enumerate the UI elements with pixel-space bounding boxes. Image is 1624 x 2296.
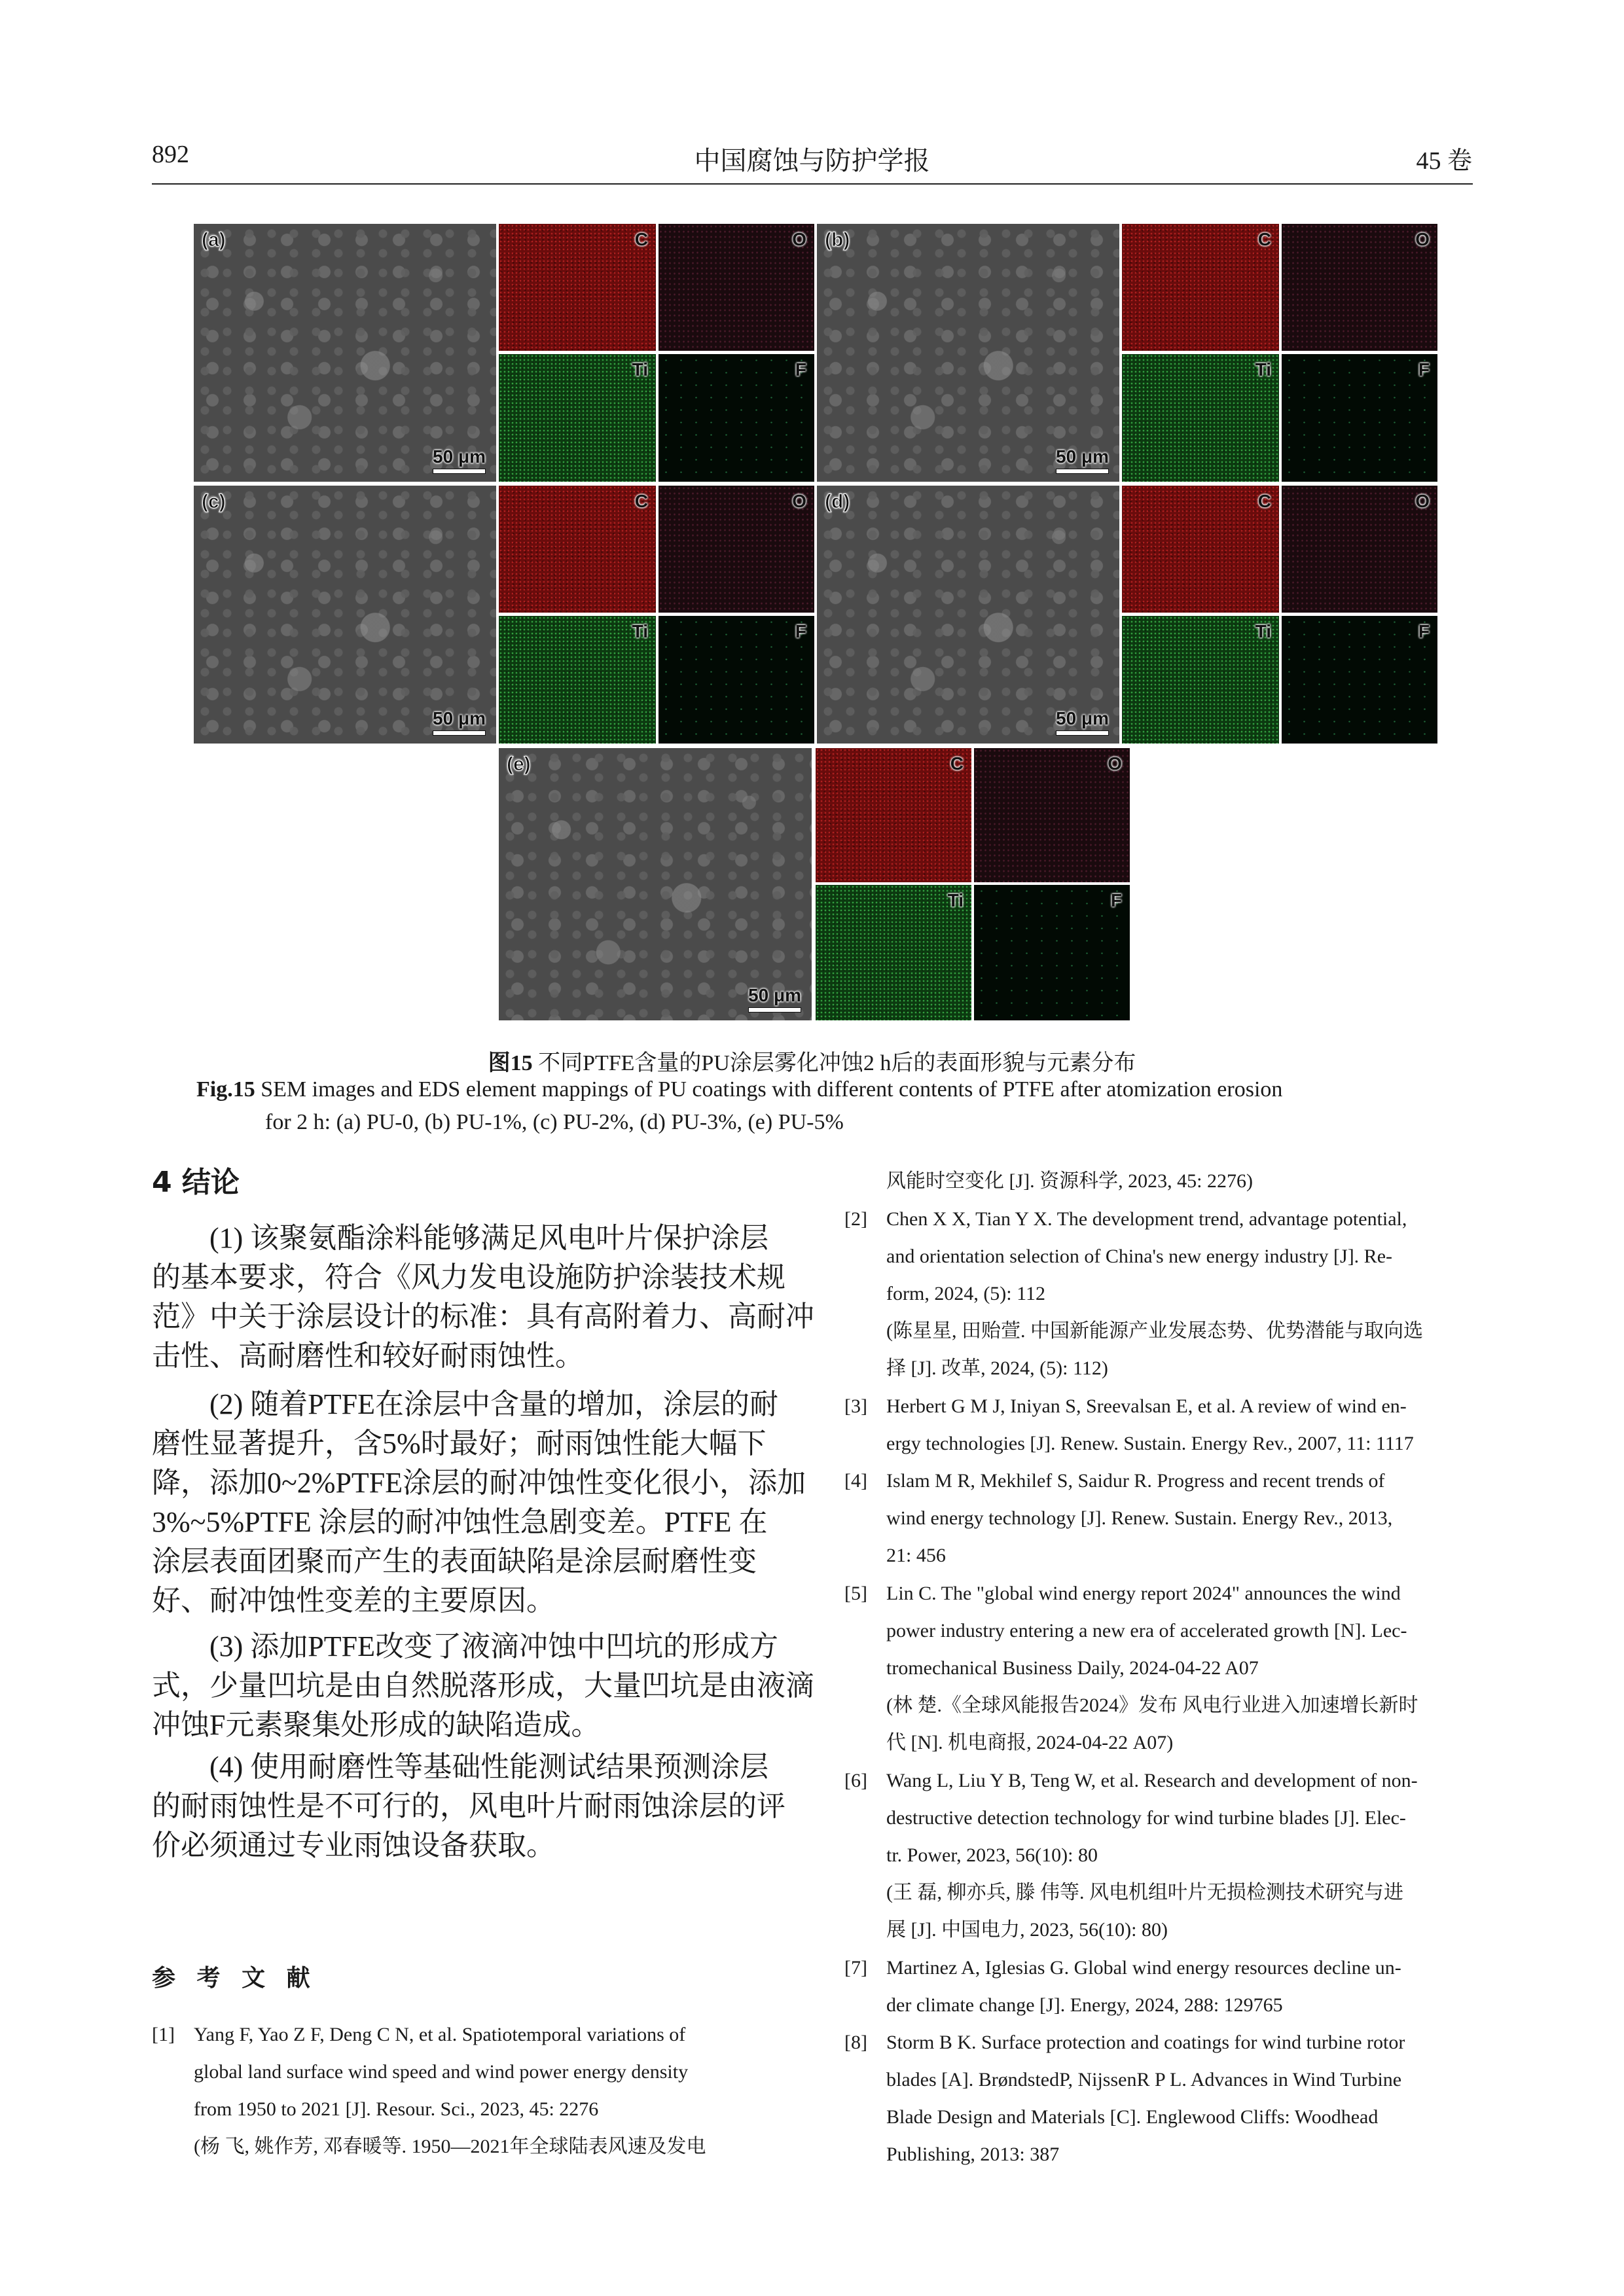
reference-6: [6] Wang L, Liu Y B, Teng W, et al. Research and development of non- destructive detection technology for wind turbine blades [J]. Elec- tr. Power, 2023, 56(10): 80 (王 磊, 柳亦兵, 滕 伟等. 风电机组叶片无损检测技术研究与进 展 [J]. 中国电力, 2023, 56(10): 80) xyxy=(844,1770,1418,1941)
panel-label: (b) xyxy=(825,229,850,251)
figure-caption-cn: 图15 不同PTFE含量的PU涂层雾化冲蚀2 h后的表面形貌与元素分布 xyxy=(488,1051,1136,1075)
scale-bar: 50 μm xyxy=(433,446,486,474)
reference-5: [5] Lin C. The "global wind energy report 2024" announces the wind power industry entering a new era of accelerated growth [N]. Lec- tromechanical Business Daily, 2024-04-22 A07 (林 楚.《全球风能报告2024》发布 风电行业进入加速增长新时 代 [N]. 机电商报, 2024-04-22 A07) xyxy=(844,1583,1418,1753)
sem-image-e xyxy=(499,748,812,1020)
figure-caption-en-cont: for 2 h: (a) PU-0, (b) PU-1%, (c) PU-2%, (d) PU-3%, (e) PU-5% xyxy=(265,1110,844,1134)
eds-map-o-d: O xyxy=(1282,486,1437,613)
eds-map-c-d: C xyxy=(1122,486,1279,613)
page-number: 892 xyxy=(152,141,189,168)
eds-map-c-b: C xyxy=(1122,224,1279,351)
eds-map-ti-a: Ti xyxy=(499,354,656,482)
panel-label: (e) xyxy=(507,753,531,775)
sem-image-a xyxy=(194,224,496,482)
figure-caption-en: Fig.15 SEM images and EDS element mappings of PU coatings with different contents of PTFE after atomization erosion xyxy=(196,1077,1283,1102)
eds-map-f-d: F xyxy=(1282,616,1437,744)
reference-2: [2] Chen X X, Tian Y X. The development trend, advantage potential, and orientation selection of China's new energy industry [J]. Re- form, 2024, (5): 112 (陈星星, 田贻萱. 中国新能源产业发展态势、优势潜能与取向选 择 [J]. 改革, 2024, (5): 112) xyxy=(844,1208,1423,1379)
scale-bar: 50 μm xyxy=(748,985,801,1013)
scale-bar: 50 μm xyxy=(1056,708,1109,736)
eds-map-ti-d: Ti xyxy=(1122,616,1279,744)
eds-map-o-e: O xyxy=(974,748,1130,882)
reference-7: [7] Martinez A, Iglesias G. Global wind energy resources decline un- der climate change [J]. Energy, 2024, 288: 129765 xyxy=(844,1957,1401,2016)
panel-label: (d) xyxy=(825,491,850,512)
eds-map-f-b: F xyxy=(1282,354,1437,482)
reference-4: [4] Islam M R, Mekhilef S, Saidur R. Progress and recent trends of wind energy technology [J]. Renew. Sustain. Energy Rev., 2013, 21: 456 xyxy=(844,1470,1393,1566)
scale-bar: 50 μm xyxy=(433,708,486,736)
sem-image-c xyxy=(194,486,496,744)
section-title: 4 结论 xyxy=(152,1166,240,1199)
sem-image-d xyxy=(817,486,1119,744)
conclusion-paragraph-3: (3) 添加PTFE改变了液滴冲蚀中凹坑的形成方 式，少量凹坑是由自然脱落形成，大量凹坑是由液滴 冲蚀F元素聚集处形成的缺陷造成。 xyxy=(152,1630,814,1741)
eds-map-f-e: F xyxy=(974,885,1130,1020)
eds-map-c-c: C xyxy=(499,486,656,613)
reference-1: [1] Yang F, Yao Z F, Deng C N, et al. Spatiotemporal variations of global land surface wind speed and wind power energy density from 1950 to 2021 [J]. Resour. Sci., 2023, 45: 2276 (杨 飞, 姚作芳, 邓春暖等. 1950—2021年全球陆表风速及发电 xyxy=(152,2024,706,2157)
header-rule xyxy=(152,183,1473,185)
eds-map-c-e: C xyxy=(816,748,971,882)
panel-label: (c) xyxy=(202,491,226,512)
sem-image-b xyxy=(817,224,1119,482)
conclusion-paragraph-1: (1) 该聚氨酯涂料能够满足风电叶片保护涂层 的基本要求，符合《风力发电设施防护涂装技术规 范》中关于涂层设计的标准：具有高附着力、高耐冲 击性、高耐磨性和较好耐雨蚀性。 xyxy=(152,1222,814,1372)
reference-3: [3] Herbert G M J, Iniyan S, Sreevalsan E, et al. A review of wind en- ergy technologies [J]. Renew. Sustain. Energy Rev., 2007, 11: 1117 xyxy=(844,1395,1414,1454)
reference-8: [8] Storm B K. Surface protection and coatings for wind turbine rotor blades [A]. BrøndstedP, NijssenR P L. Advances in Wind Turbine Blade Design and Materials [C]. Englewood Cliffs: Woodhead Publishing, 2013: 387 xyxy=(844,2032,1405,2165)
volume-label: 45 卷 xyxy=(1416,147,1472,175)
panel-label: (a) xyxy=(202,229,226,251)
scale-bar: 50 μm xyxy=(1056,446,1109,474)
eds-map-o-c: O xyxy=(659,486,814,613)
conclusion-paragraph-2: (2) 随着PTFE在涂层中含量的增加，涂层的耐 磨性显著提升，含5%时最好；耐雨蚀性能大幅下 降，添加0~2%PTFE涂层的耐冲蚀性变化很小，添加 3%~5%PTFE 涂层的耐冲蚀性急剧变差。PTFE 在 涂层表面团聚而产生的表面缺陷是涂层耐磨性变 好、耐冲蚀性变差的主要原因。 xyxy=(152,1388,806,1617)
eds-map-ti-c: Ti xyxy=(499,616,656,744)
eds-map-o-b: O xyxy=(1282,224,1437,351)
conclusion-paragraph-4: (4) 使用耐磨性等基础性能测试结果预测涂层 的耐雨蚀性是不可行的，风电叶片耐雨蚀涂层的评 价必须通过专业雨蚀设备获取。 xyxy=(152,1751,785,1861)
eds-map-o-a: O xyxy=(659,224,814,351)
reference-1-cont: 风能时空变化 [J]. 资源科学, 2023, 45: 2276) xyxy=(886,1170,1253,1192)
references-title: 参 考 文 献 xyxy=(152,1965,317,1992)
eds-map-f-c: F xyxy=(659,616,814,744)
eds-map-f-a: F xyxy=(659,354,814,482)
eds-map-ti-e: Ti xyxy=(816,885,971,1020)
eds-map-ti-b: Ti xyxy=(1122,354,1279,482)
journal-title: 中国腐蚀与防护学报 xyxy=(694,146,930,175)
eds-map-c-a: C xyxy=(499,224,656,351)
